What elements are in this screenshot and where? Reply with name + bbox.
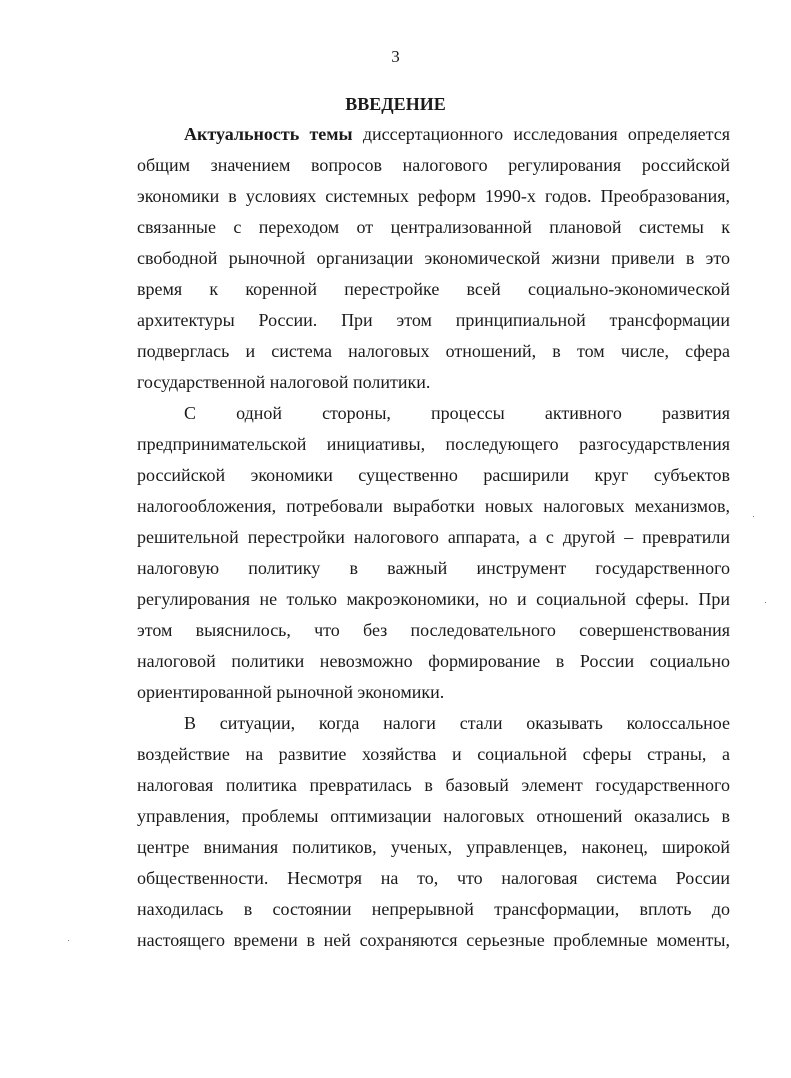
paragraph-line: свободной рыночной организации экономической жизни привели в это: [137, 248, 730, 268]
paragraph-line: налоговой политики невозможно формирование в России социально: [137, 651, 730, 671]
paragraph-line: подверглась и система налоговых отношений, в том числе, сфера: [137, 341, 730, 361]
paragraph-line: воздействие на развитие хозяйства и социальной сферы страны, а: [137, 744, 730, 764]
scan-speck: [753, 516, 754, 517]
paragraph-line: государственной налоговой политики.: [137, 372, 431, 392]
paragraph-line: налоговую политику в важный инструмент государственного: [137, 558, 730, 578]
lead-phrase: Актуальность темы: [184, 124, 353, 144]
paragraph-line: время к коренной перестройке всей социально-экономической: [137, 279, 730, 299]
paragraph-line: регулирования не только макроэкономики, но и социальной сферы. При: [137, 589, 730, 609]
paragraph-line: налоговая политика превратилась в базовый элемент государственного: [137, 775, 730, 795]
paragraph-line: этом выяснилось, что без последовательного совершенствования: [137, 620, 730, 640]
scan-speck: [68, 940, 69, 941]
paragraph-line: В ситуации, когда налоги стали оказывать колоссальное: [184, 713, 730, 733]
paragraph-line: экономики в условиях системных реформ 1990-х годов. Преобразования,: [137, 186, 730, 206]
paragraph-line: решительной перестройки налогового аппарата, а с другой – превратили: [137, 527, 730, 547]
paragraph-line: С одной стороны, процессы активного развития: [184, 403, 730, 423]
paragraph-line: предпринимательской инициативы, последующего разгосударствления: [137, 434, 730, 454]
page-number: 3: [391, 47, 400, 66]
scan-speck: [765, 602, 766, 603]
paragraph-line: настоящего времени в ней сохраняются серьезные проблемные моменты,: [137, 930, 730, 950]
paragraph-line: центре внимания политиков, ученых, управленцев, наконец, широкой: [137, 837, 730, 857]
paragraph-line: находилась в состоянии непрерывной трансформации, вплоть до: [137, 899, 730, 919]
paragraph-line: Актуальность темы диссертационного исследования определяется: [184, 124, 730, 144]
section-heading: ВВЕДЕНИЕ: [345, 94, 446, 114]
paragraph-line: архитектуры России. При этом принципиальной трансформации: [137, 310, 730, 330]
paragraph-line: общим значением вопросов налогового регулирования российской: [137, 155, 730, 175]
paragraph-line: связанные с переходом от централизованной плановой системы к: [137, 217, 730, 237]
paragraph-line: налогообложения, потребовали выработки новых налоговых механизмов,: [137, 496, 730, 516]
paragraph-line: общественности. Несмотря на то, что налоговая система России: [137, 868, 730, 888]
paragraph-line: ориентированной рыночной экономики.: [137, 682, 445, 702]
paragraph-line: российской экономики существенно расширили круг субъектов: [137, 465, 730, 485]
paragraph-line: управления, проблемы оптимизации налоговых отношений оказались в: [137, 806, 730, 826]
